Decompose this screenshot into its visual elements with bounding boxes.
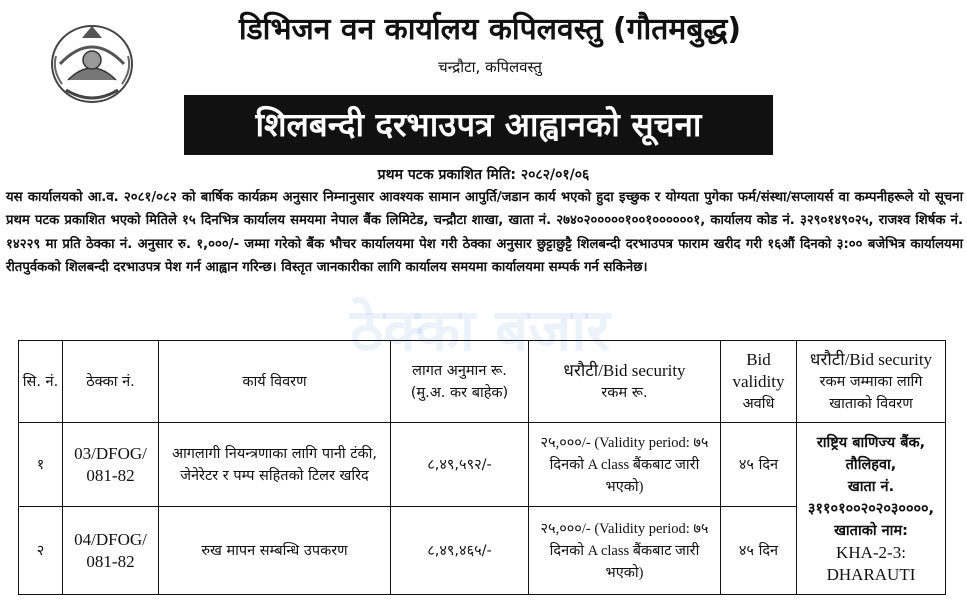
contract-no-line2: 081-82	[86, 465, 135, 485]
cell-contract-no	[63, 423, 159, 507]
cell-security: २५,०००/- (Validity period: ७५ दिनको A class बैंकबाट जारी भएको)	[529, 423, 721, 507]
nepal-government-emblem-icon	[46, 20, 138, 108]
header-validity	[721, 341, 797, 423]
header-security	[529, 341, 721, 423]
cell-estimate: ८,४९,४६५/-	[391, 507, 529, 595]
cell-account-details	[797, 423, 946, 595]
bid-table	[18, 340, 946, 595]
cell-description: रुख मापन सम्बन्धि उपकरण	[159, 507, 391, 595]
header-estimate: लागत अनुमान रू. (मु.अ. कर बाहेक)	[391, 341, 529, 423]
cell-estimate: ८,४९,५९२/-	[391, 423, 529, 507]
account-branch: तौलिहवा,	[845, 456, 897, 473]
office-name: डिभिजन वन कार्यालय कपिलवस्तु (गौतमबुद्ध)	[238, 12, 742, 47]
cell-validity: ४५ दिन	[721, 507, 797, 595]
cell-validity: ४५ दिन	[721, 423, 797, 507]
account-number-label: खाता नं.	[847, 478, 895, 495]
header-account-line2: रकम जम्माका लागि खाताको विवरण	[819, 373, 923, 412]
cell-contract-no	[63, 507, 159, 595]
table-row	[19, 423, 946, 507]
watermark: ठेक्का बजार	[350, 296, 610, 364]
cell-sn: १	[19, 423, 63, 507]
notice-title: शिलबन्दी दरभाउपत्र आह्वानको सूचना	[184, 95, 773, 155]
header-validity-line2: validity	[732, 371, 785, 391]
cell-description: आगलागी नियन्त्रणाका लागि पानी टंकी, जेनेरेटर र पम्प सहितको टिलर खरिद	[159, 423, 391, 507]
header-description: कार्य विवरण	[159, 341, 391, 423]
cell-security: २५,०००/- (Validity period: ७५ दिनको A class बैंकबाट जारी भएको)	[529, 507, 721, 595]
notice-body: यस कार्यालयको आ.व. २०८१/०८२ को बार्षिक कार्यक्रम अनुसार निम्नानुसार आवश्यक सामान आपुर्ति/जडान कार्य भएको हुदा इच्छुक र योग्यता पुगेका फर्म/संस्था/सप्लायर्स वा कम्पनीहरूले यो सूचना प्रथम पटक प्रकाशित भएको मितिले १५ दिनभित्र कार्यालय समयमा नेपाल बैंक लिमिटेड, चन्द्रौटा शाखा, खाता नं. २७४०२०००००१००१००००००१, कार्यालय कोड नं. ३२९०१४९०२५, राजश्व शिर्षक नं. १४२२९ मा प्रति ठेक्का नं. अनुसार रु. १,०००/- जम्मा गरेको बैंक भौचर कार्यालयमा पेश गरी ठेक्का अनुसार छुट्टाछुट्टै शिलबन्दी दरभाउपत्र फाराम खरीद गरी १६औं दिनको ३:०० बजेभित्र कार्यालयमा रीतपुर्वकको शिलबन्दी दरभाउपत्र पेश गर्न आह्वान गरिन्छ। विस्तृत जानकारीका लागि कार्यालय समयमा कार्यालयमा सम्पर्क गर्न सकिनेछ।	[6, 190, 963, 276]
header-contract-no: ठेक्का नं.	[63, 341, 159, 423]
contract-no-line1: 03/DFOG/	[74, 443, 147, 463]
account-name-label: खाताको नाम:	[834, 522, 908, 539]
header-validity-line3: अवधि	[742, 395, 775, 412]
header-account	[797, 341, 946, 423]
account-number: ३११०१००२०२०३००००,	[807, 500, 935, 517]
header-sn: सि. नं.	[19, 341, 63, 423]
contract-no-line1: 04/DFOG/	[74, 529, 147, 549]
office-location: चन्द्रौटा, कपिलवस्तु	[438, 58, 542, 76]
account-name-line1: KHA-2-3:	[836, 542, 906, 562]
published-date: प्रथम पटक प्रकाशित मिति: २०८२/०१/०६	[377, 167, 590, 183]
account-name-line2: DHARAUTI	[826, 564, 916, 584]
contract-no-line2: 081-82	[86, 551, 135, 571]
account-bank: राष्ट्रिय बाणिज्य बैंक,	[816, 434, 926, 451]
header-account-line1: धरौटी/Bid security	[809, 349, 933, 369]
table-header-row	[19, 341, 946, 423]
header-security-line2: रकम रू.	[601, 384, 648, 401]
cell-sn: २	[19, 507, 63, 595]
header-validity-line1: Bid	[746, 349, 771, 369]
header-security-line1: धरौटी/Bid security	[563, 360, 686, 380]
